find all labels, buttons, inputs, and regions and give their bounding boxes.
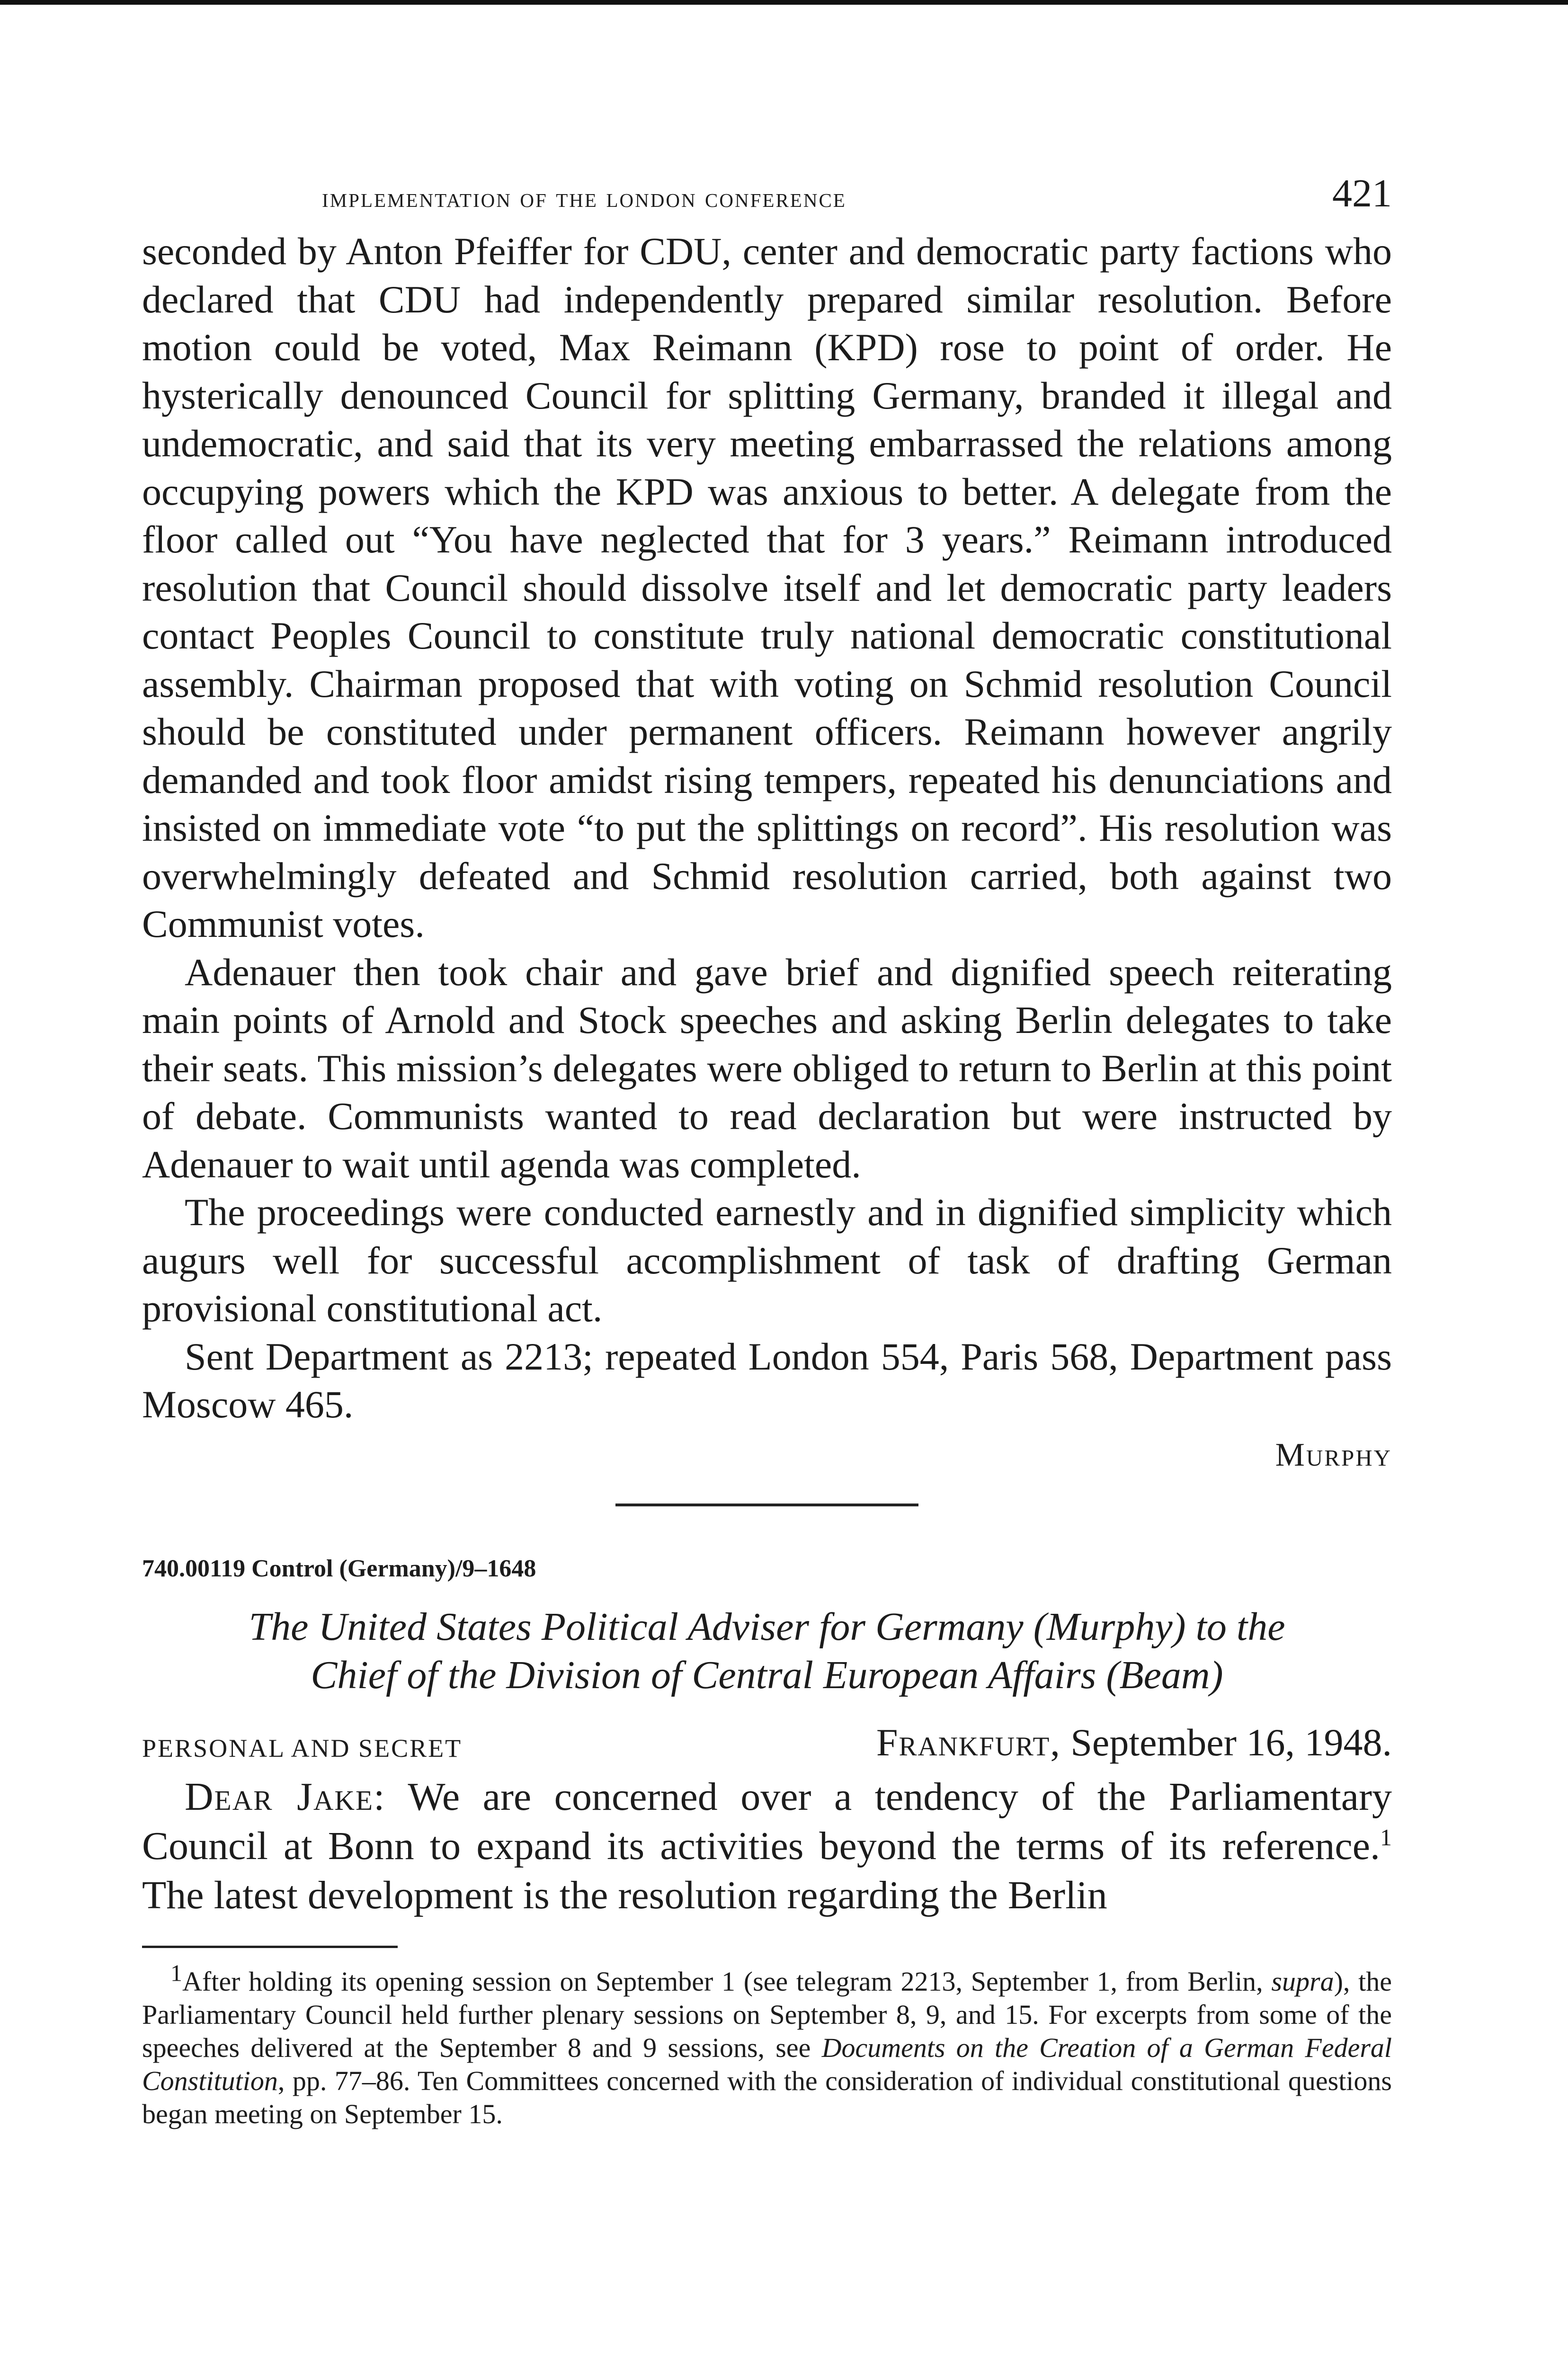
telegram-paragraph: Sent Department as 2213; repeated London 554, Paris 568, Department pass Moscow 465. [142, 1335, 1392, 1426]
telegram-paragraph: The proceedings were conducted earnestly and in dignified simplicity which augurs well for successful accomplishment of task of drafting German provisional constitutional act. [142, 1191, 1392, 1330]
footnote-italic: supra [1271, 1966, 1334, 1997]
signature: Murphy [1275, 1436, 1392, 1473]
page-top-border [0, 0, 1568, 5]
document-title-line: Chief of the Division of Central European Affairs (Beam) [311, 1653, 1223, 1697]
footnote [142, 1959, 1392, 2131]
footnote-text: ), the Parliamentary Council held further plenary sessions on September 8, 9, and 15. For excerpts from some of the speeches delivered at the September 8 and 9 sessions, see [142, 1966, 1392, 2063]
running-header [142, 170, 1392, 227]
page-number: 421 [1332, 171, 1392, 215]
telegram-body [142, 227, 1392, 1429]
letter-text: The latest development is the resolution regarding the Berlin [142, 1873, 1107, 1917]
date: September 16, 1948. [1070, 1720, 1392, 1764]
footnote-divider [142, 1946, 398, 1948]
footnote-marker: 1 [170, 1959, 182, 1986]
letter-body [142, 1772, 1392, 1920]
footnote-text: , pp. 77–86. Ten Committees concerned with the consideration of individual constitutional questions began meeting on September 15. [142, 2065, 1392, 2129]
telegram-paragraph: seconded by Anton Pfeiffer for CDU, center and democratic party factions who declared that CDU had independently prepared similar resolution. Before motion could be voted, Max Reimann (KPD) rose to point of order. He hysterically denounced Council for splitting Germany, branded it illegal and undemocratic, and said that its very meeting embarrassed the relations among occupying powers which the KPD was anxious to better. A delegate from the floor called out “You have neglected that for 3 years.” Reimann introduced resolution that Council should dissolve itself and let democratic party leaders contact Peoples Council to constitute truly national democratic constitutional assembly. Chairman proposed that with voting on Schmid resolution Council should be constituted under permanent officers. Reimann however angrily demanded and took floor amidst rising tempers, repeated his denunciations and insisted on immediate vote “to put the splittings on record”. His resolution was overwhelmingly defeated and Schmid resolution carried, both against two Communist votes. [142, 230, 1392, 945]
file-number: 740.00119 Control (Germany)/9–1648 [142, 1555, 536, 1582]
dateline [142, 1720, 1392, 1772]
footnote-text: After holding its opening session on September 1 (see telegram 2213, September 1, from Berlin, [182, 1966, 1272, 1997]
place: Frankfurt, [876, 1720, 1061, 1764]
footnote-book-title: Documents on the Creation of a German Federal Constitution [142, 2032, 1392, 2096]
section-divider [615, 1504, 918, 1506]
place-and-date [876, 1720, 1392, 1765]
classification-label: PERSONAL AND SECRET [142, 1734, 463, 1762]
running-title: implementation of the london conference [322, 182, 846, 213]
footnote-reference[interactable]: 1 [1380, 1824, 1392, 1851]
document-page [142, 170, 1392, 2131]
document-title [142, 1603, 1392, 1700]
letter-paragraph [142, 1772, 1392, 1920]
letter-text: We are concerned over a tendency of the Parliamentary Council at Bonn to expand its activities beyond the terms of its reference. [142, 1774, 1392, 1868]
document-title-line: The United States Political Adviser for Germany (Murphy) to the [249, 1604, 1285, 1649]
salutation: Dear Jake: [185, 1774, 386, 1819]
telegram-paragraph: Adenauer then took chair and gave brief and dignified speech reiterating main points of Arnold and Stock speeches and asking Berlin delegates to take their seats. This mission’s delegates were obliged to return to Berlin at this point of debate. Communists wanted to read declaration but were instructed by Adenauer to wait until agenda was completed. [142, 950, 1392, 1186]
